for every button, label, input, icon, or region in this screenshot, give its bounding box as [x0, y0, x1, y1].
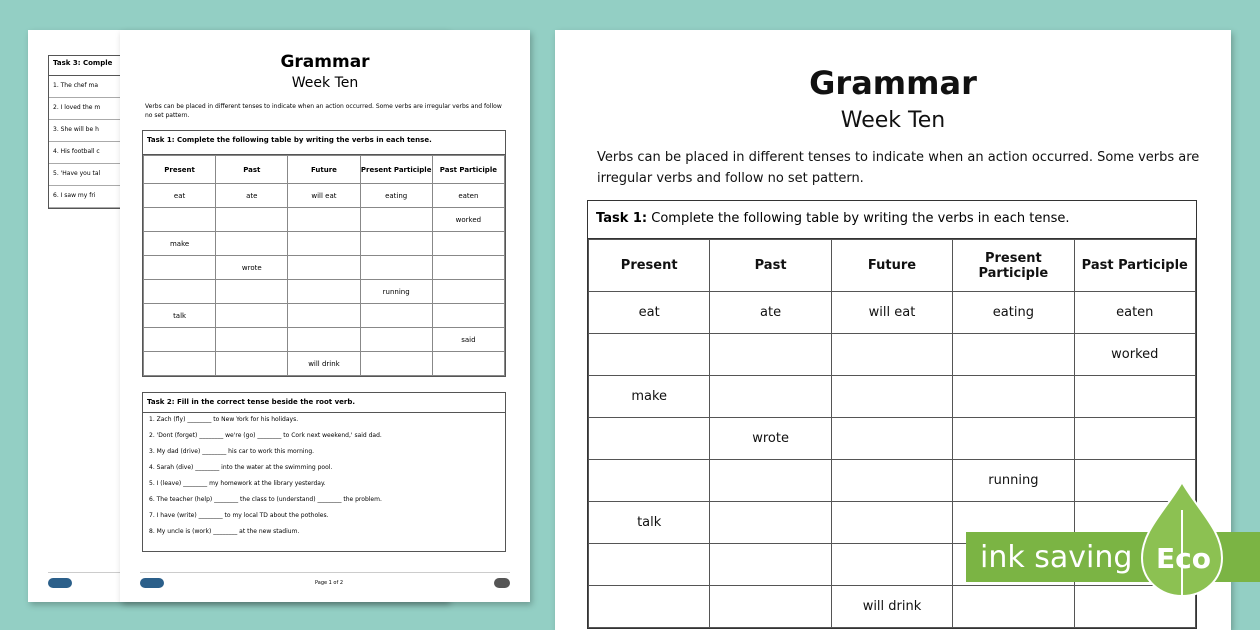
table-cell: worked [432, 208, 504, 232]
task3-box [48, 55, 128, 209]
mini-subtitle: Week Ten [291, 75, 359, 91]
eco-label: Eco [1156, 542, 1211, 575]
table-row [589, 376, 1196, 418]
table-cell [831, 376, 952, 418]
table-cell [831, 334, 952, 376]
table-row [144, 184, 505, 208]
table-cell: eating [360, 184, 432, 208]
table-cell: will drink [288, 352, 360, 376]
list-item: 3. My dad (drive) ________ his car to work this morning. [149, 448, 315, 455]
table-cell [144, 328, 216, 352]
table-cell [288, 304, 360, 328]
column-header: Past Participle [1074, 240, 1195, 292]
mini-intro: Verbs can be placed in different tenses to indicate when an action occurred. Some verbs are irregular verbs and follow no set pattern. [145, 103, 502, 119]
table-cell: talk [144, 304, 216, 328]
table-cell: wrote [710, 418, 831, 460]
table-cell: worked [1074, 334, 1195, 376]
table-cell: will eat [831, 292, 952, 334]
table-cell [216, 352, 288, 376]
list-item: 6. I saw my fri [49, 186, 127, 208]
ink-saving-label: ink saving [980, 540, 1133, 575]
table-cell [216, 280, 288, 304]
table-header-row [144, 156, 505, 184]
table-cell [589, 334, 710, 376]
table-cell: make [144, 232, 216, 256]
task1-label: Task 1: [596, 211, 648, 226]
table-cell [831, 502, 952, 544]
mini-task1-header: Task 1: Complete the following table by writing the verbs in each tense. [143, 131, 505, 155]
table-cell [360, 352, 432, 376]
list-item: 3. She will be h [49, 120, 127, 142]
table-cell [710, 460, 831, 502]
table-row [589, 334, 1196, 376]
table-cell [288, 328, 360, 352]
table-cell [360, 256, 432, 280]
column-header: Present [144, 156, 216, 184]
table-cell [216, 328, 288, 352]
eco-badge [966, 480, 1260, 600]
table-cell [432, 352, 504, 376]
table-row [144, 280, 505, 304]
logo-icon [48, 578, 72, 588]
table-cell [710, 376, 831, 418]
list-item: 4. His football c [49, 142, 127, 164]
table-cell [710, 586, 831, 628]
table-cell [360, 328, 432, 352]
preview-worksheet [120, 30, 530, 602]
table-cell: ate [710, 292, 831, 334]
table-row [144, 256, 505, 280]
table-cell [288, 232, 360, 256]
table-cell [360, 304, 432, 328]
list-item: 7. I have (write) ________ to my local TD about the potholes. [149, 512, 329, 519]
column-header: Past [710, 240, 831, 292]
table-cell [360, 232, 432, 256]
table-cell [432, 256, 504, 280]
mini-task2-header: Task 2: Fill in the correct tense beside the root verb. [143, 393, 505, 413]
mini-title: Grammar [280, 52, 370, 72]
table-row [144, 352, 505, 376]
table-cell [589, 586, 710, 628]
table-cell [288, 256, 360, 280]
column-header: Present Participle [360, 156, 432, 184]
table-cell [432, 232, 504, 256]
table-cell: eating [953, 292, 1074, 334]
list-item: 1. The chef ma [49, 76, 127, 98]
table-cell [710, 334, 831, 376]
list-item: 5. 'Have you tal [49, 164, 127, 186]
page-subtitle: Week Ten [840, 108, 946, 133]
table-header-row [589, 240, 1196, 292]
table-cell [710, 502, 831, 544]
table-row [589, 418, 1196, 460]
table-cell [589, 418, 710, 460]
table-cell: eat [589, 292, 710, 334]
list-item: 6. The teacher (help) ________ the class to (understand) ________ the problem. [149, 496, 382, 503]
leaf-drop-icon [1136, 480, 1228, 600]
table-cell [953, 376, 1074, 418]
page-title: Grammar [809, 64, 977, 102]
table-cell [589, 544, 710, 586]
page-number: Page 1 of 2 [314, 579, 344, 586]
table-row [144, 232, 505, 256]
table-cell [831, 544, 952, 586]
table-cell [953, 418, 1074, 460]
badge-icon [494, 578, 510, 588]
table-cell [144, 280, 216, 304]
list-item: 8. My uncle is (work) ________ at the new stadium. [149, 528, 300, 535]
table-cell [144, 352, 216, 376]
table-cell [589, 460, 710, 502]
table-cell [432, 304, 504, 328]
list-item: 4. Sarah (dive) ________ into the water at the swimming pool. [149, 464, 333, 471]
table-cell: ate [216, 184, 288, 208]
table-cell: will eat [288, 184, 360, 208]
mini-task1-box [142, 130, 506, 377]
table-cell: wrote [216, 256, 288, 280]
task1-header [588, 201, 1196, 239]
table-cell [831, 418, 952, 460]
table-cell [216, 208, 288, 232]
table-cell [1074, 376, 1195, 418]
table-cell [144, 208, 216, 232]
mini-verb-table [143, 155, 505, 376]
table-cell [288, 280, 360, 304]
column-header: Future [288, 156, 360, 184]
mini-task2-box [142, 392, 506, 552]
table-cell [1074, 418, 1195, 460]
table-cell [360, 208, 432, 232]
table-cell [953, 334, 1074, 376]
column-header: Future [831, 240, 952, 292]
table-cell [831, 460, 952, 502]
table-cell: running [360, 280, 432, 304]
table-row [589, 292, 1196, 334]
task3-header: Task 3: Comple [49, 56, 127, 76]
table-cell [216, 304, 288, 328]
table-cell: eaten [1074, 292, 1195, 334]
column-header: Past [216, 156, 288, 184]
logo-icon [140, 578, 164, 588]
table-cell: will drink [831, 586, 952, 628]
mini-footer [140, 572, 510, 592]
list-item: 2. 'Dont (forget) ________ we're (go) ________ to Cork next weekend,' said dad. [149, 432, 382, 439]
column-header: Present [589, 240, 710, 292]
table-cell: eat [144, 184, 216, 208]
table-cell [288, 208, 360, 232]
list-item: 2. I loved the m [49, 98, 127, 120]
table-cell: running [953, 460, 1074, 502]
column-header: Present Participle [953, 240, 1074, 292]
table-row [144, 304, 505, 328]
table-cell: said [432, 328, 504, 352]
table-cell: make [589, 376, 710, 418]
table-row [144, 328, 505, 352]
table-cell [432, 280, 504, 304]
intro-text: Verbs can be placed in different tenses to indicate when an action occurred. Some verbs are irregular verbs and follow no set pattern. [597, 150, 1200, 186]
table-cell [216, 232, 288, 256]
table-cell: talk [589, 502, 710, 544]
table-cell [710, 544, 831, 586]
table-cell [144, 256, 216, 280]
list-item: 5. I (leave) ________ my homework at the library yesterday. [149, 480, 326, 487]
column-header: Past Participle [432, 156, 504, 184]
task1-instruction: Complete the following table by writing the verbs in each tense. [651, 211, 1070, 226]
table-cell: eaten [432, 184, 504, 208]
list-item: 1. Zach (fly) ________ to New York for his holidays. [149, 416, 299, 423]
table-row [144, 208, 505, 232]
